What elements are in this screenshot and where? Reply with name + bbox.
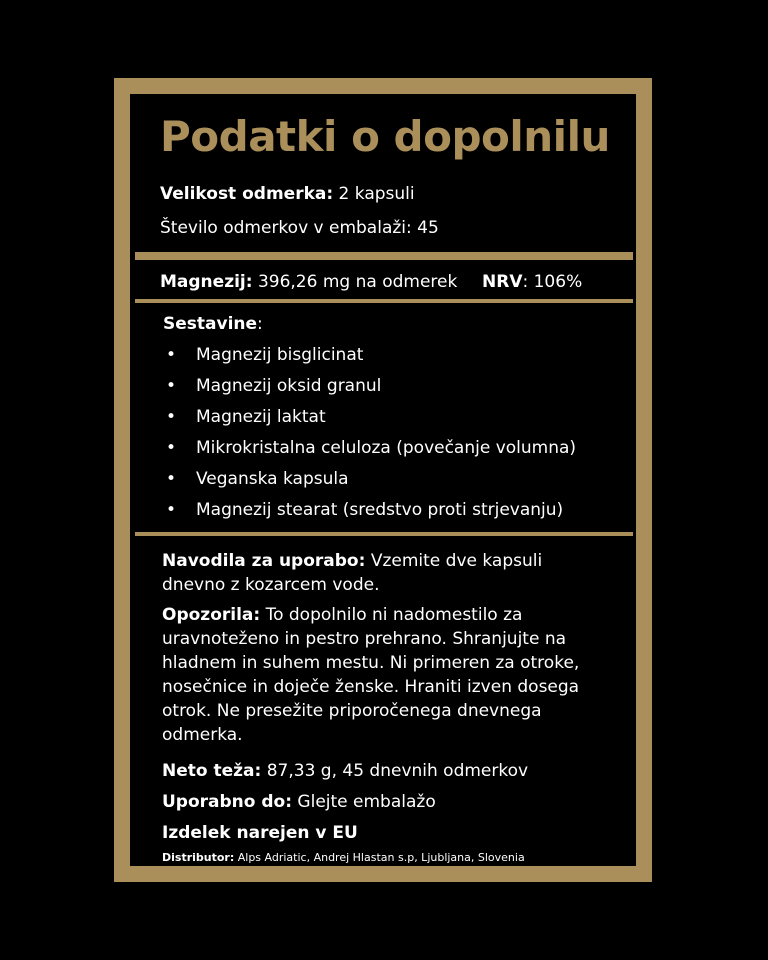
made-in-text: Izdelek narejen v EU	[162, 823, 358, 843]
warnings-label: Opozorila:	[162, 605, 261, 625]
nrv-label: NRV	[482, 272, 523, 292]
magnesium-value: 396,26 mg na odmerek	[252, 272, 458, 292]
serving-size	[160, 184, 415, 204]
ingredients-heading	[163, 314, 263, 334]
list-item: • Veganska kapsula	[166, 468, 576, 499]
instructions-text: Vzemite dve kapsuli dnevno z kozarcem vode.	[162, 551, 543, 595]
divider	[135, 532, 633, 536]
best-before-value: Glejte embalažo	[292, 792, 436, 812]
divider-thick	[135, 252, 633, 260]
nrv-row	[482, 272, 582, 292]
ingredients-list	[166, 344, 576, 530]
instructions-label: Navodila za uporabo:	[162, 551, 366, 571]
list-item: • Mikrokristalna celuloza (povečanje volumna)	[166, 437, 576, 468]
serving-size-label: Velikost odmerka:	[160, 184, 334, 204]
ingredients-colon: :	[257, 314, 263, 334]
ingredients-label: Sestavine	[163, 314, 258, 334]
net-weight	[162, 759, 607, 783]
list-item: • Magnezij bisglicinat	[166, 344, 576, 375]
magnesium-label: Magnezij:	[160, 272, 253, 292]
net-weight-value: 87,33 g, 45 dnevnih odmerkov	[261, 761, 529, 781]
serving-size-value: 2 kapsuli	[333, 184, 415, 204]
made-in	[162, 821, 607, 845]
warnings	[162, 603, 607, 747]
instructions	[162, 549, 607, 597]
list-item: • Magnezij stearat (sredstvo proti strjevanju)	[166, 499, 576, 530]
list-item: • Magnezij oksid granul	[166, 375, 576, 406]
best-before-label: Uporabno do:	[162, 792, 293, 812]
supplement-facts-panel	[114, 78, 652, 882]
servings-per-pack	[160, 218, 439, 238]
distributor-value: Alps Adriatic, Andrej Hlastan s.p, Ljubljana, Slovenia	[234, 851, 525, 864]
servings-per-pack-value: 45	[411, 218, 439, 238]
list-item: • Magnezij laktat	[166, 406, 576, 437]
net-weight-label: Neto teža:	[162, 761, 262, 781]
magnesium-row	[160, 272, 457, 292]
best-before	[162, 790, 607, 814]
servings-per-pack-label: Število odmerkov v embalaži:	[160, 218, 412, 238]
nrv-value: : 106%	[522, 272, 583, 292]
page-title: Podatki o dopolnilu	[160, 112, 610, 161]
distributor-label: Distributor:	[162, 851, 235, 864]
warnings-text: To dopolnilo ni nadomestilo za uravnoteženo in pestro prehrano. Shranjujte na hladnem in suhem mestu. Ni primeren za otroke, nosečnice in doječe ženske. Hraniti izven dosega otrok. Ne presežite priporočenega dnevnega odmerka.	[162, 605, 580, 745]
divider	[135, 299, 633, 303]
distributor	[162, 850, 607, 866]
